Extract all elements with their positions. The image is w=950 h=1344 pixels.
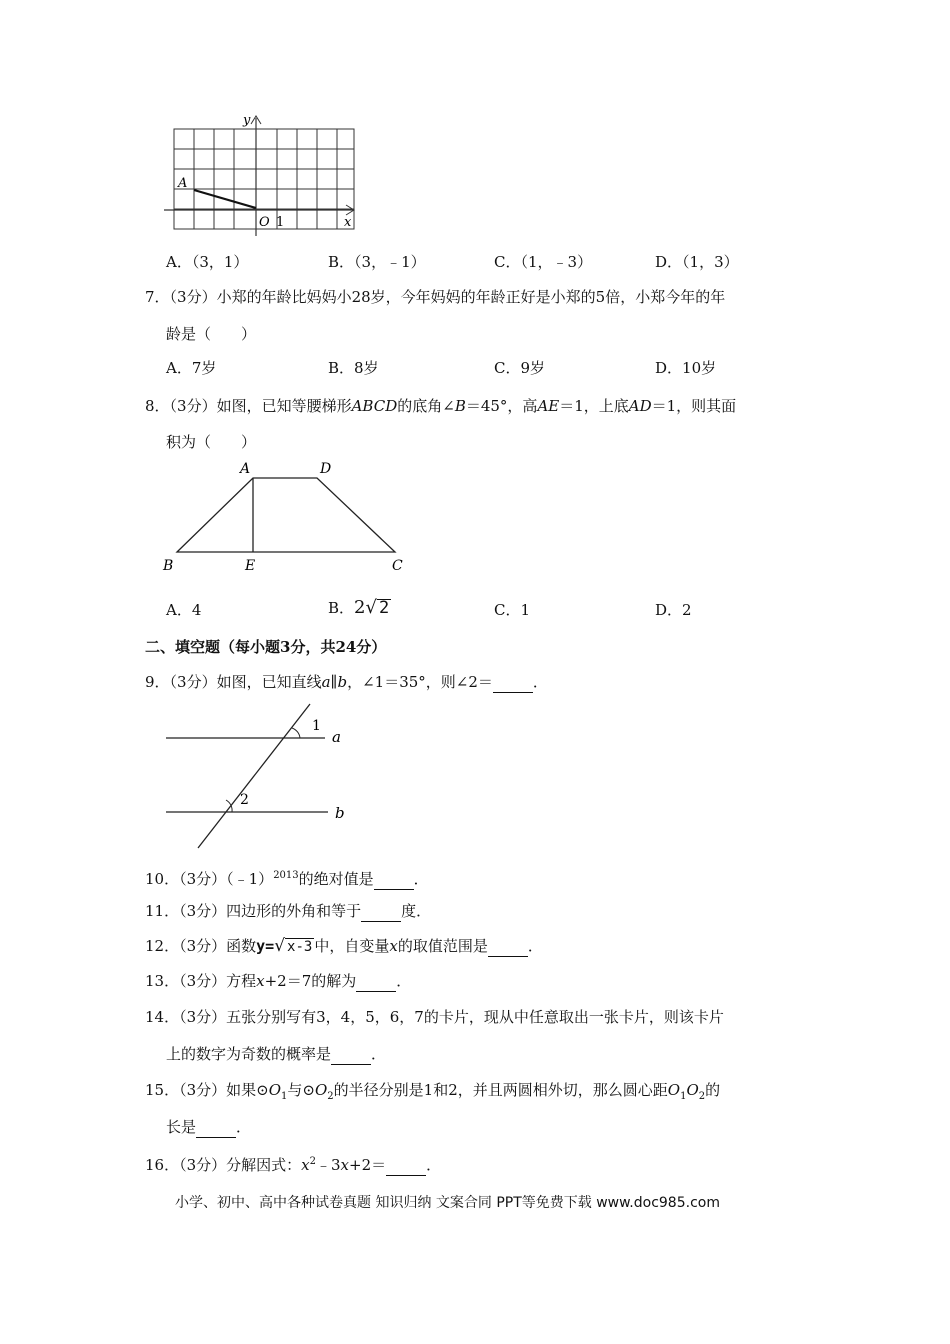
trapezoid-label-a: A [240, 461, 251, 477]
q9-post: ，∠1＝35°，则∠2＝ [347, 673, 493, 691]
q16-line [145, 1152, 441, 1176]
q12-pre: 12．（3分）函数 [145, 937, 257, 955]
q15-line2 [166, 1117, 251, 1138]
q6-option-d: D．（1，3） [655, 253, 739, 271]
q12-line: 12．（3分）函数y=√ x-3 中，自变量x的取值范围是 ． [145, 936, 543, 956]
q11-blank [361, 901, 401, 922]
q13-pre: 13．（3分）方程 [145, 972, 257, 990]
q8-mid3: ＝1，上底 [559, 397, 629, 415]
q8-option-a: A．4 [166, 601, 202, 619]
q7-option-d: D．10岁 [655, 359, 717, 377]
q14-line2-text: 上的数字为奇数的概率是 [166, 1045, 332, 1063]
angle-1-label: 1 [312, 718, 321, 734]
q10-end: ． [413, 870, 429, 888]
grid-label-o: O [259, 215, 270, 230]
q13-end: ． [396, 972, 412, 990]
q11-pre: 11．（3分）四边形的外角和等于 [145, 902, 362, 920]
q10-blank [374, 869, 414, 890]
q10-exponent: 2013 [273, 870, 299, 881]
section-2-heading: 二、填空题（每小题3分，共24分） [145, 638, 387, 656]
trapezoid-label-d: D [320, 461, 332, 477]
q12-post2: 的取值范围是 [397, 937, 488, 955]
q12-x: x [389, 937, 398, 955]
q16-post: ﹣3 [315, 1156, 341, 1174]
q8-option-d: D．2 [655, 601, 692, 619]
q15-line2-text: 长是 [166, 1118, 197, 1136]
q16-end: ． [426, 1156, 442, 1174]
angle-2-label: 2 [240, 792, 249, 808]
q15-dist-o1: O [667, 1081, 681, 1099]
q15-end: ． [236, 1118, 252, 1136]
q7-line2: 龄是（ ） [166, 325, 257, 343]
q9-line [145, 672, 548, 693]
q11-line [145, 901, 431, 922]
q16-pre: 16．（3分）分解因式： [145, 1156, 302, 1174]
trapezoid-label-b: B [163, 558, 174, 574]
q8-line1 [145, 396, 736, 416]
q11-end: 度． [401, 902, 432, 920]
q9-pre: 9．（3分）如图，已知直线 [145, 673, 322, 691]
page-footer: 小学、初中、高中各种试卷真题 知识归纳 文案合同 PPT等免费下载 www.doc985.com [175, 1195, 720, 1211]
q6-option-b: B．（3，﹣1） [328, 253, 426, 271]
q8-abcd: ABCD [351, 397, 398, 415]
q15-o1: O [268, 1081, 282, 1099]
q14-end: ． [371, 1045, 387, 1063]
q16-exponent: 2 [309, 1156, 316, 1167]
q8-ae: AE [537, 397, 560, 415]
trapezoid-label-e: E [245, 558, 256, 574]
q8-pre: 8．（3分）如图，已知等腰梯形 [145, 397, 352, 415]
q13-line [145, 971, 411, 992]
q15-pre: 15．（3分）如果⊙ [145, 1081, 269, 1099]
parallel-lines-figure [160, 700, 360, 850]
q6-option-a: A．（3，1） [166, 253, 249, 271]
q8-option-c: C．1 [494, 601, 531, 619]
q7-option-b: B．8岁 [328, 359, 379, 377]
q16-x1: x [301, 1156, 310, 1174]
line-b-label: b [335, 804, 345, 822]
q15-o2-sub: 2 [327, 1091, 334, 1102]
q7-line1: 7．（3分）小郑的年龄比妈妈小28岁，今年妈妈的年龄正好是小郑的5倍，小郑今年的年 [145, 288, 726, 306]
q15-blank [196, 1117, 236, 1138]
q8-option-b: B．2√ 2 [328, 597, 390, 618]
q15-post2: 的 [705, 1081, 721, 1099]
q15-dist-o2-sub: 2 [698, 1091, 706, 1102]
q7-option-c: C．9岁 [494, 359, 546, 377]
q12-radicand: x-3 [287, 939, 313, 955]
q9-b: b [337, 673, 348, 691]
q9-end: ． [532, 673, 548, 691]
q8-line2: 积为（ ） [166, 433, 257, 451]
q15-dist-o2: O [686, 1081, 699, 1099]
q8-mid1: 的底角∠ [397, 397, 455, 415]
grid-label-x: x [344, 215, 352, 230]
coordinate-grid-figure [160, 110, 360, 240]
q16-x2: x [340, 1156, 349, 1174]
q8-post: ＝1，则其面 [651, 397, 737, 415]
q13-post: +2＝7的解为 [264, 972, 357, 990]
q15-o1-sub: 1 [281, 1091, 288, 1102]
q8-b: B [454, 397, 466, 415]
q14-blank [331, 1044, 371, 1065]
line-a-label: a [332, 728, 341, 746]
grid-label-1: 1 [276, 215, 285, 230]
trapezoid-figure [155, 455, 420, 580]
q15-dist-o1-sub: 1 [680, 1091, 687, 1102]
q7-option-a: A．7岁 [166, 359, 217, 377]
q6-option-c: C．（1，﹣3） [494, 253, 593, 271]
q15-mid: 与⊙ [287, 1081, 315, 1099]
q9-blank [493, 672, 533, 693]
q14-line1: 14．（3分）五张分别写有3，4，5，6，7的卡片，现从中任意取出一张卡片，则该卡片 [145, 1008, 724, 1026]
q13-blank [356, 971, 396, 992]
q8-option-b-radicand: 2 [378, 598, 390, 618]
q12-end: ． [527, 937, 543, 955]
q8-option-b-coef: 2 [354, 597, 366, 618]
q10-pre: 10．（3分）（﹣1） [145, 870, 274, 888]
q10-line [145, 866, 429, 890]
q12-blank [488, 936, 528, 957]
q15-line1 [145, 1080, 720, 1107]
q15-post: 的半径分别是1和2，并且两圆相外切，那么圆心距 [333, 1081, 668, 1099]
q15-o2: O [314, 1081, 328, 1099]
q8-mid2: ＝45°，高 [465, 397, 538, 415]
q10-post: 的绝对值是 [298, 870, 374, 888]
q12-post: 中，自变量 [314, 937, 390, 955]
trapezoid-label-c: C [392, 558, 403, 574]
q9-a: a [321, 673, 331, 691]
grid-label-a: A [178, 176, 188, 191]
q16-post2: +2＝ [349, 1156, 387, 1174]
q13-x: x [256, 972, 265, 990]
q8-option-b-label: B． [328, 599, 355, 617]
q8-ad: AD [628, 397, 652, 415]
q12-func: y= [256, 937, 275, 955]
grid-label-y: y [243, 113, 251, 128]
q16-blank [386, 1155, 426, 1176]
q14-line2 [166, 1044, 386, 1065]
q9-parallel: ∥ [330, 673, 338, 691]
